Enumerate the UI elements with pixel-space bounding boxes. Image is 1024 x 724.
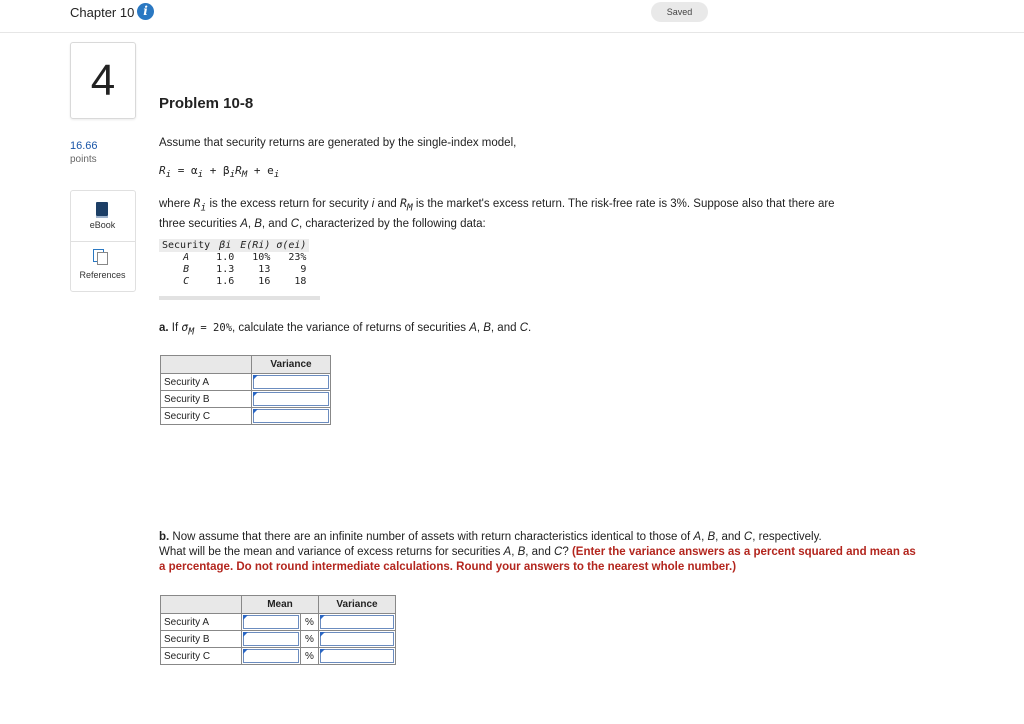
model-equation: $R_i = \alpha_i + \beta_iR_M + e_i$: [159, 164, 280, 181]
mean-input-c[interactable]: [242, 648, 301, 665]
part-b-question: b. Now assume that there are an infinite number of assets with return characteristics identical to those of A, B, and C, respectively. What will be the mean and variance of excess returns for securities A, B, and C? (Enter the variance answers as a percent squared and mean as a percentage. Do not round intermediate calculations. Round your answers to the nearest whole number.): [159, 531, 916, 573]
col-residual-sd: σ(ei): [273, 239, 309, 252]
percent-unit: %: [301, 631, 319, 648]
problem-title: Problem 10-8: [159, 95, 254, 112]
variance-input-b[interactable]: [252, 391, 331, 408]
row-label: Security B: [161, 391, 252, 408]
col-security: Security: [159, 239, 213, 252]
top-bar: [0, 0, 1024, 33]
part-b-answer-table: [160, 595, 396, 665]
question-number: 4: [70, 42, 136, 119]
mean-input-a[interactable]: [242, 614, 301, 631]
references-icon[interactable]: [97, 252, 108, 265]
variance-input-c[interactable]: [252, 408, 331, 425]
row-label: Security C: [161, 648, 242, 665]
part-a-question: a. If $\sigma_M = 20\%$, calculate the variance of returns of securities A, B, and C.: [159, 320, 532, 338]
variance-input-a[interactable]: [319, 614, 396, 631]
problem-description: where $R_i$ is the excess return for security i and $R_M$ is the market's excess return. The risk-free rate is 3%. Suppose also that there are three securities A, B, and C, characterized by the following data:: [159, 196, 835, 231]
row-label: Security A: [161, 614, 242, 631]
instructions-warning: (Enter the variance answers as a percent squared and mean as a percentage. Do not round intermediate calculations. Round your answers to the nearest whole number.): [159, 546, 916, 573]
security-data-table: [159, 239, 309, 288]
table-row: [161, 648, 396, 665]
percent-unit: %: [301, 648, 319, 665]
row-label: Security A: [161, 374, 252, 391]
table-scrollbar[interactable]: [159, 296, 320, 300]
col-beta: βi: [213, 239, 237, 252]
table-row: A 1.0 10% 23%: [183, 252, 307, 263]
row-label: Security C: [161, 408, 252, 425]
table-row: [161, 631, 396, 648]
points-value: 16.66: [70, 140, 98, 152]
saved-status-badge: Saved: [651, 2, 708, 22]
chapter-title: Chapter 10: [70, 5, 135, 20]
info-icon[interactable]: i: [137, 3, 154, 20]
table-row: B 1.3 13 9: [183, 264, 307, 275]
table-row: C 1.6 16 18: [183, 276, 307, 287]
ebook-icon[interactable]: [96, 202, 108, 216]
part-a-answer-table: [160, 355, 331, 425]
mean-header: Mean: [242, 596, 319, 614]
table-row: [161, 374, 331, 391]
row-label: Security B: [161, 631, 242, 648]
points-label: points: [70, 154, 97, 165]
mean-input-b[interactable]: [242, 631, 301, 648]
table-row: [161, 391, 331, 408]
ebook-link[interactable]: eBook: [89, 220, 116, 230]
references-link[interactable]: References: [79, 270, 126, 280]
col-expected-return: E(Ri): [237, 239, 273, 252]
resources-divider: [70, 241, 135, 242]
variance-header: Variance: [252, 356, 331, 374]
table-row: [161, 614, 396, 631]
variance-input-c[interactable]: [319, 648, 396, 665]
percent-unit: %: [301, 614, 319, 631]
problem-intro: Assume that security returns are generated by the single-index model,: [159, 137, 517, 149]
table-row: [161, 408, 331, 425]
variance-input-a[interactable]: [252, 374, 331, 391]
variance-input-b[interactable]: [319, 631, 396, 648]
variance-header: Variance: [319, 596, 396, 614]
